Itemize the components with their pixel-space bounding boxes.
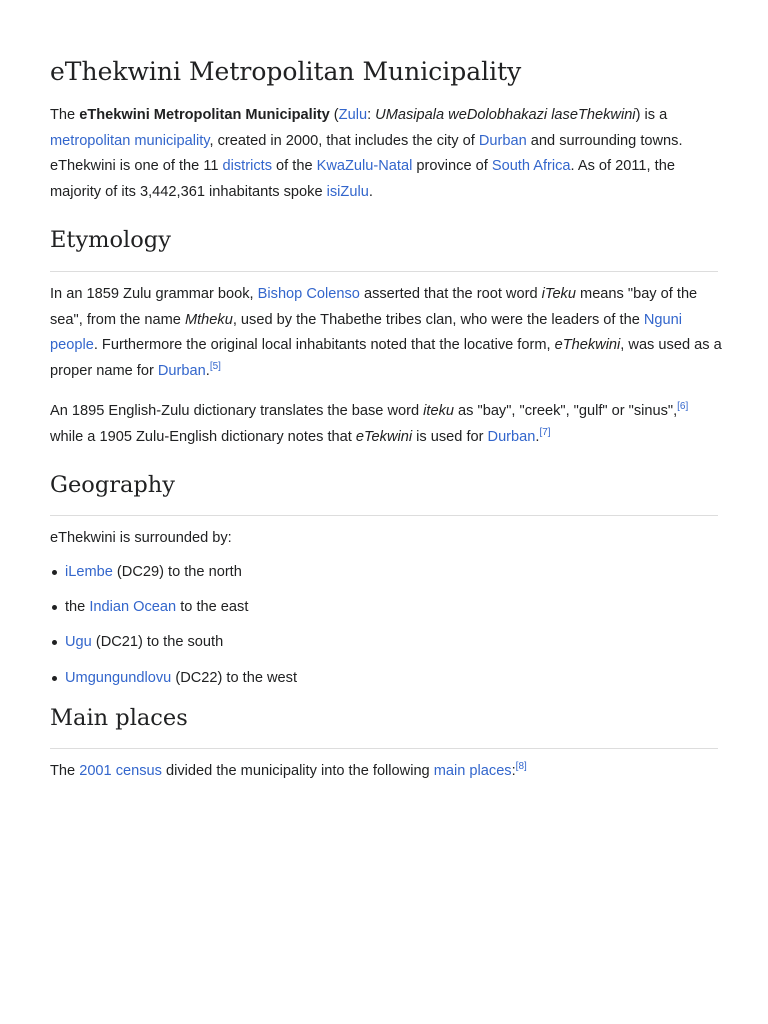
bullet-icon [52,570,57,575]
link-metropolitan-municipality[interactable]: metropolitan municipality [50,132,210,149]
bullet-icon [52,640,57,645]
zulu-name: UMasipala weDolobhakazi laseThekwini [375,107,636,123]
heading-geography: Geography [50,472,176,498]
link-zulu[interactable]: Zulu [338,107,368,123]
list-item: Umgungundlovu (DC22) to the west [50,666,297,701]
link-main-places[interactable]: main places [433,763,512,779]
heading-main-places: Main places [50,705,188,731]
link-kwazulu-natal[interactable]: KwaZulu-Natal [316,158,413,175]
link-umgungundlovu[interactable]: Umgungundlovu [65,669,172,686]
section-divider [50,271,718,272]
main-places-paragraph: The 2001 census divided the municipality into the following main places:[8] [50,761,527,779]
citation-6[interactable]: [6] [677,401,689,412]
citation-7[interactable]: [7] [539,426,551,438]
link-indian-ocean[interactable]: Indian Ocean [89,599,177,616]
heading-etymology: Etymology [50,227,171,253]
geography-intro: eThekwini is surrounded by: [50,530,232,546]
link-districts[interactable]: districts [222,158,272,175]
etymology-paragraph-1: In an 1859 Zulu grammar book, Bishop Colenso asserted that the root word iTeku means "bay of the sea", from the name Mtheku, used by the Thabethe tribes clan, who were the leaders of the Nguni people. Furthermore the original local inhabitants noted that the locative form, eThekwini, was used as a proper name for Durban.[5] [50,286,722,379]
citation-5[interactable]: [5] [209,360,221,372]
link-isizulu[interactable]: isiZulu [326,183,369,200]
list-item: the Indian Ocean to the east [50,595,297,630]
list-item: iLembe (DC29) to the north [50,560,297,595]
neighbours-list [50,560,297,701]
link-2001-census[interactable]: 2001 census [79,763,162,779]
link-nguni-people[interactable]: Nguni people [50,311,683,354]
link-bishop-colenso[interactable]: Bishop Colenso [257,286,360,302]
etymology-paragraph-2: An 1895 English-Zulu dictionary translates the base word iteku as "bay", "creek", "gulf" or "sinus",[6] while a 1905 Zulu-English dictionary notes that eTekwini is used for Durban.[7] [50,401,689,445]
link-ugu[interactable]: Ugu [65,634,92,651]
bullet-icon [52,676,57,681]
section-divider [50,515,718,516]
link-durban[interactable]: Durban [478,132,527,149]
link-south-africa[interactable]: South Africa [491,158,571,175]
bullet-icon [52,605,57,610]
intro-paragraph: The eThekwini Metropolitan Municipality (Zulu: UMasipala weDolobhakazi laseThekwini) is a metropolitan municipality, created in 2000, that includes the city of Durban and surrounding towns. eThekwini is one of the 11 districts of the KwaZulu-Natal province of South Africa. As of 2011, the majority of its 3,442,361 inhabitants spoke isiZulu. [50,107,683,200]
article-subject-bold: eThekwini Metropolitan Municipality [79,107,330,123]
link-ilembe[interactable]: iLembe [65,564,113,580]
list-item: Ugu (DC21) to the south [50,630,297,665]
citation-8[interactable]: [8] [515,761,527,772]
link-durban[interactable]: Durban [487,428,536,445]
section-divider [50,748,718,749]
link-durban[interactable]: Durban [157,362,206,379]
page-title: eThekwini Metropolitan Municipality [50,57,522,86]
